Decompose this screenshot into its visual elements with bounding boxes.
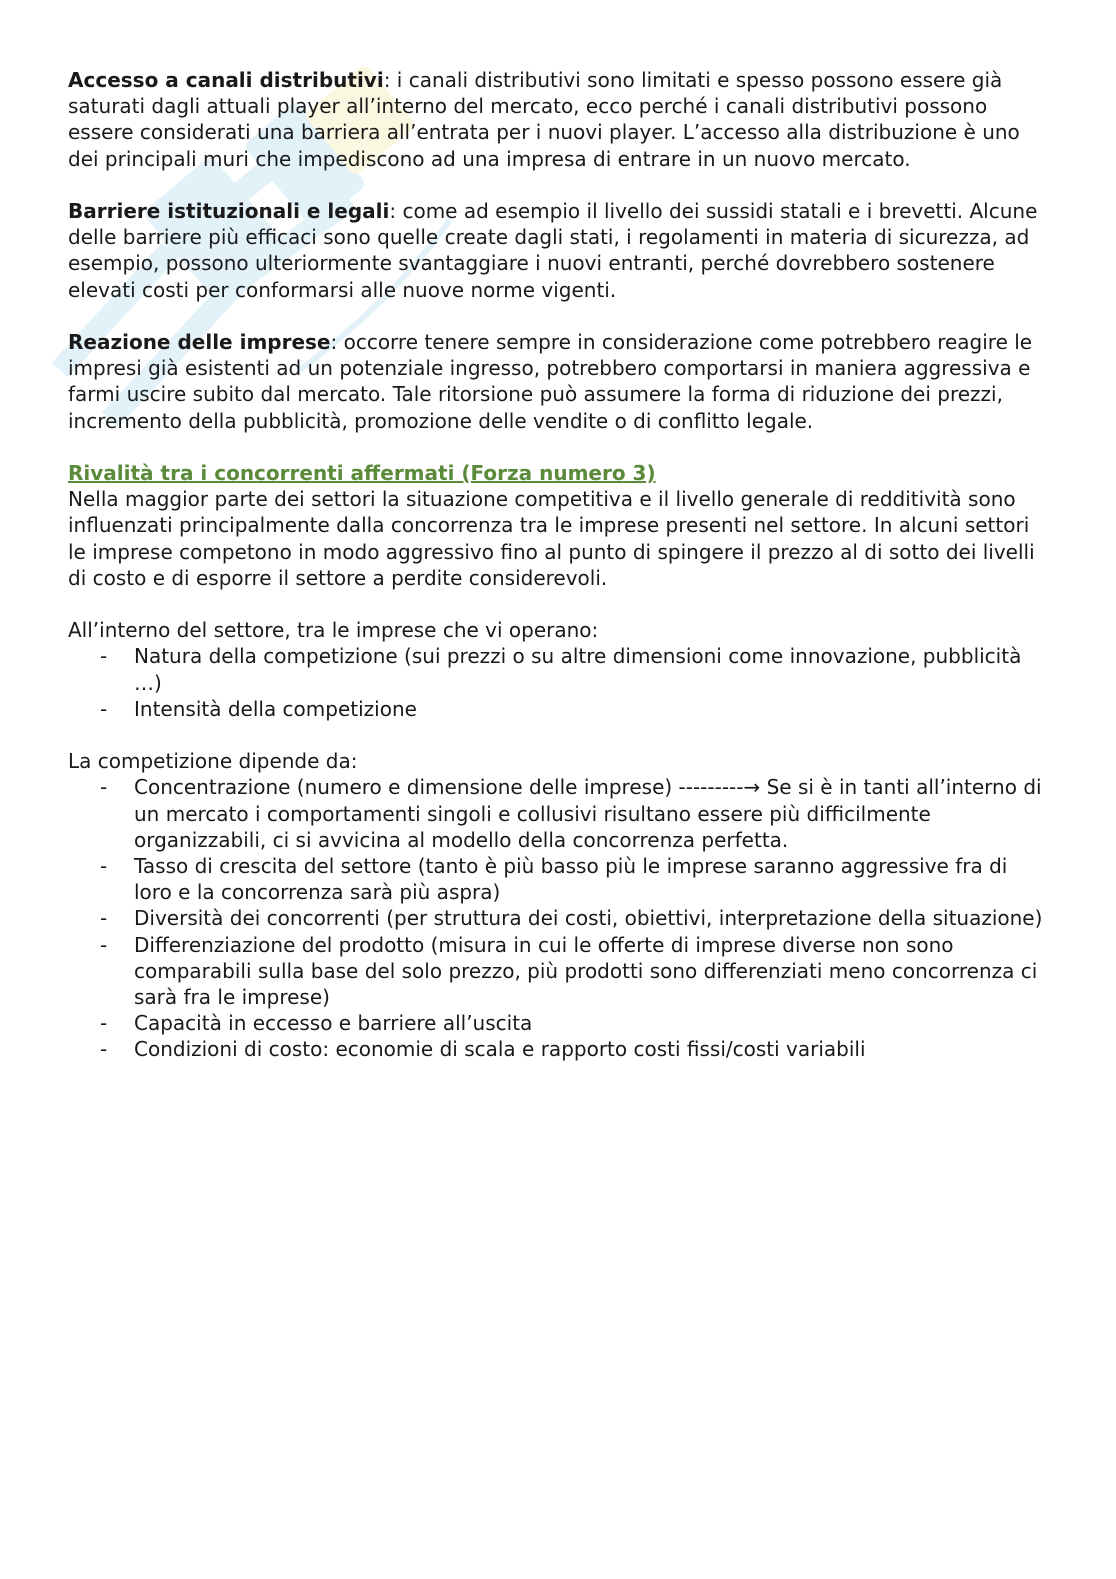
dash-bullet: - [100,696,108,721]
term-barriere: Barriere istituzionali e legali [68,199,390,223]
list-item: - Intensità della competizione [100,696,417,721]
dash-bullet: - [100,1037,108,1062]
intro-interno: All’interno del settore, tra le imprese che vi operano: [68,618,599,643]
list-item: - Concentrazione (numero e dimensione delle imprese) ---------→ Se si è in tanti all’interno di un mercato i comportamenti singoli e collusivi risultano essere più difficilmente organizzabili, ci si avvicina al modello della concorrenza perfetta. [100,775,1042,852]
dash-bullet: - [100,775,108,800]
list-item: - Tasso di crescita del settore (tanto è più basso più le imprese saranno aggressive fra di loro e la concorrenza sarà più aspra) [100,854,1008,905]
dash-bullet: - [100,854,108,879]
paragraph-rivalita: Nella maggior parte dei settori la situazione competitiva e il livello generale di redditività sono influenzati principalmente dalla concorrenza tra le imprese presenti nel settore. In alcuni settori le imprese competono in modo aggressivo fino al punto di spingere il prezzo al di sotto dei livelli di costo e di esporre il settore a perdite considerevoli. [68,487,1035,590]
section-heading-rivalita: Rivalità tra i concorrenti affermati (Forza numero 3) [68,461,656,485]
paragraph-reazione [68,329,1043,434]
text-accesso: : i canali distributivi sono limitati e spesso possono essere già saturati dagli attuali player all’interno del mercato, ecco perché i canali distributivi possono essere considerati una barriera all’entrata per i nuovi player. L’accesso alla distribuzione è uno dei principali muri che impediscono ad una impresa di entrare in un nuovo mercato. [68,68,1020,171]
intro-dipende: La competizione dipende da: [68,749,358,774]
term-reazione: Reazione delle imprese [68,330,331,354]
list-item: - Natura della competizione (sui prezzi o su altre dimensioni come innovazione, pubblicità …) [100,644,1022,695]
term-accesso: Accesso a canali distributivi [68,68,384,92]
list-interno [68,643,1043,722]
paragraph-barriere [68,198,1043,303]
document-body [68,67,1043,1089]
paragraph-accesso [68,67,1043,172]
list-dipende [68,774,1043,1062]
list-item: - Capacità in eccesso e barriere all’uscita [100,1011,533,1036]
text-barriere: : come ad esempio il livello dei sussidi statali e i brevetti. Alcune delle barriere più efficaci sono quelle create dagli stati, i regolamenti in materia di sicurezza, ad esempio, possono ulteriormente svantaggiare i nuovi entranti, perché dovrebbero sostenere elevati costi per conformarsi alle nuove norme vigenti. [68,199,1038,302]
list-item: - Condizioni di costo: economie di scala e rapporto costi fissi/costi variabili [100,1037,866,1062]
list-item: - Diversità dei concorrenti (per struttura dei costi, obiettivi, interpretazione della situazione) [100,906,1043,931]
dash-bullet: - [100,1011,108,1036]
text-reazione: : occorre tenere sempre in considerazione come potrebbero reagire le impresi già esistenti ad un potenziale ingresso, potrebbero comportarsi in maniera aggressiva e farmi uscire subito dal mercato. Tale ritorsione può assumere la forma di riduzione dei prezzi, incremento della pubblicità, promozione delle vendite o di conflitto legale. [68,330,1033,433]
list-item: - Differenziazione del prodotto (misura in cui le offerte di imprese diverse non sono comparabili sulla base del solo prezzo, più prodotti sono differenziati meno concorrenza ci sarà fra le imprese) [100,932,1038,1010]
dash-bullet: - [100,906,108,931]
dash-bullet: - [100,644,108,669]
dash-bullet: - [100,932,108,957]
